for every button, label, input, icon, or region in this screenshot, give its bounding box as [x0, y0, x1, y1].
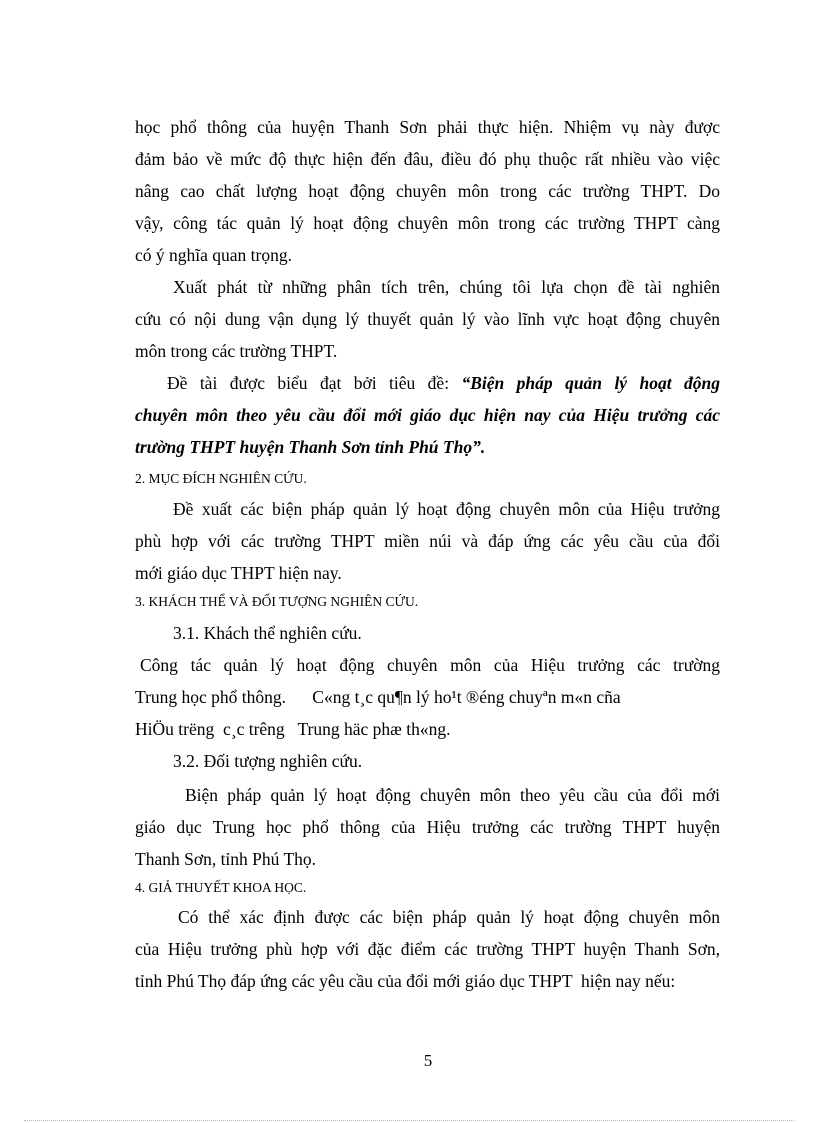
- paragraph-line: nâng cao chất lượng hoạt động chuyên môn trong các trường THPT. Do: [135, 181, 720, 201]
- paragraph-line: Có thể xác định được các biện pháp quản lý hoạt động chuyên môn: [178, 907, 720, 927]
- research-title-line: chuyên môn theo yêu cầu đổi mới giáo dục hiện nay của Hiệu trưởng các: [135, 405, 720, 425]
- paragraph-line: Xuất phát từ những phân tích trên, chúng tôi lựa chọn đề tài nghiên: [173, 277, 720, 297]
- paragraph-line: mới giáo dục THPT hiện nay.: [135, 563, 342, 583]
- paragraph-line: Công tác quản lý hoạt động chuyên môn của Hiệu trưởng các trường: [140, 655, 720, 675]
- paragraph-line: Đề xuất các biện pháp quản lý hoạt động chuyên môn của Hiệu trưởng: [173, 499, 720, 519]
- paragraph-line: HiÖu trëng c¸c trêng Trung häc phæ th«ng.: [135, 719, 451, 739]
- paragraph-line: học phổ thông của huyện Thanh Sơn phải thực hiện. Nhiệm vụ này được: [135, 117, 720, 137]
- section-heading: 2. MỤC ĐÍCH NGHIÊN CỨU.: [135, 471, 307, 486]
- section-heading: 3. KHÁCH THỂ VÀ ĐỐI TƯỢNG NGHIÊN CỨU.: [135, 594, 419, 609]
- title-intro-line: [167, 372, 720, 394]
- page-number: 5: [423, 1051, 433, 1070]
- paragraph-line: cứu có nội dung vận dụng lý thuyết quản lý vào lĩnh vực hoạt động chuyên: [135, 309, 720, 329]
- paragraph-line: vậy, công tác quản lý hoạt động chuyên môn trong các trường THPT càng: [135, 213, 720, 233]
- paragraph-line: đảm bảo về mức độ thực hiện đến đâu, điều đó phụ thuộc rất nhiều vào việc: [135, 149, 720, 169]
- paragraph-line: Thanh Sơn, tỉnh Phú Thọ.: [135, 849, 317, 869]
- subsection-heading: 3.1. Khách thể nghiên cứu.: [173, 623, 362, 643]
- paragraph-line: môn trong các trường THPT.: [135, 341, 338, 361]
- subsection-heading: 3.2. Đối tượng nghiên cứu.: [173, 751, 363, 771]
- research-title-start: “Biện pháp quản lý hoạt động: [461, 373, 720, 393]
- paragraph-line: tỉnh Phú Thọ đáp ứng các yêu cầu của đổi mới giáo dục THPT hiện nay nếu:: [135, 971, 676, 991]
- paragraph-line: giáo dục Trung học phổ thông của Hiệu trưởng các trường THPT huyện: [135, 817, 720, 837]
- section-heading: 4. GIẢ THUYẾT KHOA HỌC.: [135, 880, 307, 895]
- paragraph-line: có ý nghĩa quan trọng.: [135, 245, 292, 265]
- title-intro-text: Đề tài được biểu đạt bởi tiêu đề:: [167, 373, 462, 393]
- paragraph-line: của Hiệu trưởng phù hợp với đặc điểm các trường THPT huyện Thanh Sơn,: [135, 939, 720, 959]
- paragraph-line: Trung học phổ thông. C«ng t¸c qu¶n lý ho¹t ®éng chuyªn m«n cña: [135, 687, 621, 707]
- page-border-line: [24, 1120, 794, 1121]
- paragraph-line: Biện pháp quản lý hoạt động chuyên môn theo yêu cầu của đổi mới: [185, 785, 720, 805]
- research-title-line: trường THPT huyện Thanh Sơn tỉnh Phú Thọ”.: [135, 437, 486, 457]
- paragraph-line: phù hợp với các trường THPT miền núi và đáp ứng các yêu cầu của đổi: [135, 531, 720, 551]
